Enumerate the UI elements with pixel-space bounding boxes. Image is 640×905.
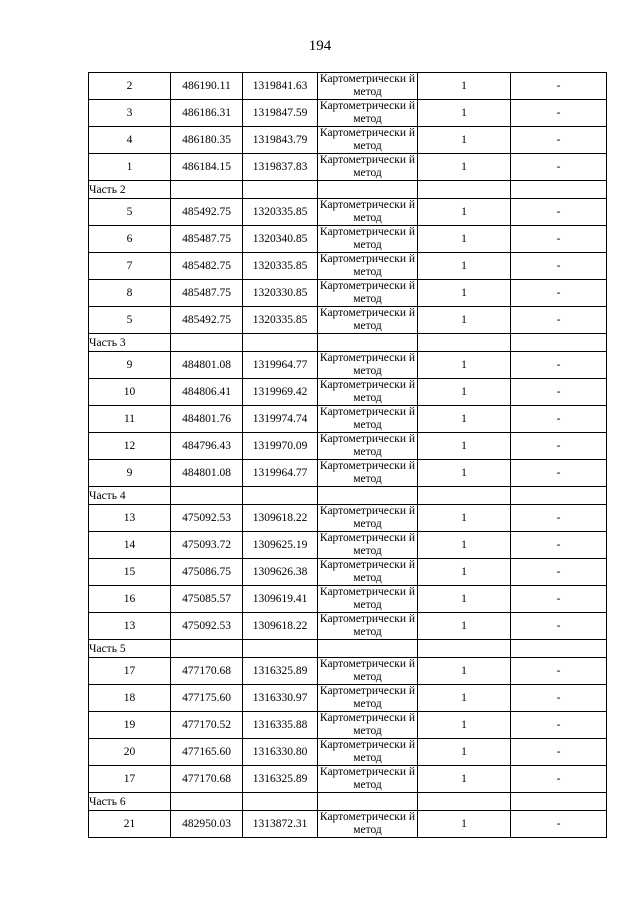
method-cell [318, 406, 418, 433]
accuracy-cell: 1 [418, 739, 511, 766]
method-text: Картометрически й метод [319, 154, 416, 179]
empty-cell [511, 793, 607, 811]
method-text: Картометрически й метод [319, 532, 416, 557]
description-cell: - [511, 586, 607, 613]
table-row [89, 73, 607, 100]
table-row [89, 226, 607, 253]
description-cell: - [511, 739, 607, 766]
y-coordinate-cell: 1319964.77 [243, 460, 318, 487]
y-coordinate-cell: 1316325.89 [243, 766, 318, 793]
table-row [89, 127, 607, 154]
section-label: Часть 6 [89, 793, 171, 811]
accuracy-cell: 1 [418, 766, 511, 793]
table-row [89, 712, 607, 739]
x-coordinate-cell: 475092.53 [171, 505, 243, 532]
method-cell [318, 658, 418, 685]
empty-cell [511, 334, 607, 352]
x-coordinate-cell: 484796.43 [171, 433, 243, 460]
x-coordinate-cell: 485487.75 [171, 280, 243, 307]
description-cell: - [511, 199, 607, 226]
method-cell [318, 613, 418, 640]
accuracy-cell: 1 [418, 100, 511, 127]
method-cell [318, 280, 418, 307]
method-text: Картометрически й метод [319, 433, 416, 458]
empty-cell [243, 334, 318, 352]
x-coordinate-cell: 486186.31 [171, 100, 243, 127]
point-number-cell: 15 [89, 559, 171, 586]
point-number-cell: 16 [89, 586, 171, 613]
description-cell: - [511, 307, 607, 334]
accuracy-cell: 1 [418, 685, 511, 712]
x-coordinate-cell: 484801.08 [171, 460, 243, 487]
x-coordinate-cell: 486180.35 [171, 127, 243, 154]
table-row [89, 154, 607, 181]
empty-cell [243, 640, 318, 658]
method-cell [318, 685, 418, 712]
y-coordinate-cell: 1319970.09 [243, 433, 318, 460]
section-label: Часть 4 [89, 487, 171, 505]
x-coordinate-cell: 484801.76 [171, 406, 243, 433]
method-cell [318, 586, 418, 613]
y-coordinate-cell: 1309625.19 [243, 532, 318, 559]
method-text: Картометрически й метод [319, 739, 416, 764]
accuracy-cell: 1 [418, 586, 511, 613]
y-coordinate-cell: 1319841.63 [243, 73, 318, 100]
description-cell: - [511, 406, 607, 433]
accuracy-cell: 1 [418, 226, 511, 253]
y-coordinate-cell: 1313872.31 [243, 811, 318, 838]
x-coordinate-cell: 477175.60 [171, 685, 243, 712]
point-number-cell: 5 [89, 199, 171, 226]
empty-cell [418, 487, 511, 505]
point-number-cell: 13 [89, 613, 171, 640]
method-cell [318, 73, 418, 100]
method-text: Картометрически й метод [319, 586, 416, 611]
method-cell [318, 811, 418, 838]
table-row [89, 532, 607, 559]
method-cell [318, 712, 418, 739]
empty-cell [171, 487, 243, 505]
section-label: Часть 3 [89, 334, 171, 352]
point-number-cell: 4 [89, 127, 171, 154]
method-cell [318, 559, 418, 586]
accuracy-cell: 1 [418, 613, 511, 640]
accuracy-cell: 1 [418, 154, 511, 181]
table-row [89, 505, 607, 532]
y-coordinate-cell: 1320330.85 [243, 280, 318, 307]
table-row [89, 253, 607, 280]
point-number-cell: 7 [89, 253, 171, 280]
method-cell [318, 532, 418, 559]
method-text: Картометрически й метод [319, 505, 416, 530]
point-number-cell: 2 [89, 73, 171, 100]
empty-cell [511, 640, 607, 658]
accuracy-cell: 1 [418, 127, 511, 154]
y-coordinate-cell: 1316330.97 [243, 685, 318, 712]
section-row [89, 487, 607, 505]
section-label: Часть 2 [89, 181, 171, 199]
point-number-cell: 9 [89, 460, 171, 487]
description-cell: - [511, 613, 607, 640]
accuracy-cell: 1 [418, 352, 511, 379]
point-number-cell: 14 [89, 532, 171, 559]
accuracy-cell: 1 [418, 73, 511, 100]
table-row [89, 739, 607, 766]
accuracy-cell: 1 [418, 532, 511, 559]
y-coordinate-cell: 1319847.59 [243, 100, 318, 127]
empty-cell [318, 334, 418, 352]
method-cell [318, 352, 418, 379]
method-cell [318, 199, 418, 226]
y-coordinate-cell: 1319843.79 [243, 127, 318, 154]
method-cell [318, 226, 418, 253]
y-coordinate-cell: 1309618.22 [243, 505, 318, 532]
method-cell [318, 100, 418, 127]
description-cell: - [511, 379, 607, 406]
y-coordinate-cell: 1320335.85 [243, 199, 318, 226]
empty-cell [171, 181, 243, 199]
empty-cell [318, 793, 418, 811]
description-cell: - [511, 460, 607, 487]
method-cell [318, 505, 418, 532]
y-coordinate-cell: 1319837.83 [243, 154, 318, 181]
table-row [89, 280, 607, 307]
description-cell: - [511, 253, 607, 280]
description-cell: - [511, 766, 607, 793]
method-cell [318, 460, 418, 487]
description-cell: - [511, 532, 607, 559]
method-text: Картометрически й метод [319, 127, 416, 152]
accuracy-cell: 1 [418, 199, 511, 226]
description-cell: - [511, 685, 607, 712]
method-text: Картометрически й метод [319, 811, 416, 836]
table-row [89, 199, 607, 226]
method-text: Картометрически й метод [319, 352, 416, 377]
method-text: Картометрически й метод [319, 199, 416, 224]
description-cell: - [511, 280, 607, 307]
x-coordinate-cell: 477165.60 [171, 739, 243, 766]
empty-cell [511, 487, 607, 505]
y-coordinate-cell: 1309619.41 [243, 586, 318, 613]
x-coordinate-cell: 484806.41 [171, 379, 243, 406]
y-coordinate-cell: 1320335.85 [243, 307, 318, 334]
section-row [89, 640, 607, 658]
point-number-cell: 10 [89, 379, 171, 406]
description-cell: - [511, 658, 607, 685]
table-row [89, 811, 607, 838]
accuracy-cell: 1 [418, 505, 511, 532]
x-coordinate-cell: 482950.03 [171, 811, 243, 838]
point-number-cell: 17 [89, 658, 171, 685]
table-row [89, 307, 607, 334]
point-number-cell: 6 [89, 226, 171, 253]
empty-cell [243, 487, 318, 505]
method-cell [318, 739, 418, 766]
empty-cell [418, 181, 511, 199]
x-coordinate-cell: 475086.75 [171, 559, 243, 586]
x-coordinate-cell: 475085.57 [171, 586, 243, 613]
method-cell [318, 253, 418, 280]
x-coordinate-cell: 485492.75 [171, 307, 243, 334]
y-coordinate-cell: 1316325.89 [243, 658, 318, 685]
method-text: Картометрически й метод [319, 685, 416, 710]
point-number-cell: 17 [89, 766, 171, 793]
empty-cell [171, 640, 243, 658]
table-row [89, 379, 607, 406]
accuracy-cell: 1 [418, 253, 511, 280]
table-row [89, 352, 607, 379]
method-text: Картометрически й метод [319, 280, 416, 305]
description-cell: - [511, 127, 607, 154]
coordinates-table [88, 72, 607, 838]
table-row [89, 613, 607, 640]
y-coordinate-cell: 1309618.22 [243, 613, 318, 640]
method-text: Картометрически й метод [319, 379, 416, 404]
point-number-cell: 1 [89, 154, 171, 181]
y-coordinate-cell: 1320335.85 [243, 253, 318, 280]
table-row [89, 406, 607, 433]
empty-cell [418, 640, 511, 658]
empty-cell [318, 487, 418, 505]
x-coordinate-cell: 477170.68 [171, 766, 243, 793]
table-row [89, 766, 607, 793]
empty-cell [418, 793, 511, 811]
method-text: Картометрически й метод [319, 307, 416, 332]
empty-cell [171, 793, 243, 811]
empty-cell [418, 334, 511, 352]
x-coordinate-cell: 486190.11 [171, 73, 243, 100]
table-row [89, 100, 607, 127]
point-number-cell: 12 [89, 433, 171, 460]
description-cell: - [511, 559, 607, 586]
method-cell [318, 766, 418, 793]
table-row [89, 559, 607, 586]
method-text: Картометрически й метод [319, 766, 416, 791]
x-coordinate-cell: 477170.68 [171, 658, 243, 685]
accuracy-cell: 1 [418, 712, 511, 739]
method-text: Картометрически й метод [319, 226, 416, 251]
x-coordinate-cell: 485487.75 [171, 226, 243, 253]
point-number-cell: 8 [89, 280, 171, 307]
y-coordinate-cell: 1309626.38 [243, 559, 318, 586]
empty-cell [171, 334, 243, 352]
accuracy-cell: 1 [418, 307, 511, 334]
method-text: Картометрически й метод [319, 100, 416, 125]
x-coordinate-cell: 486184.15 [171, 154, 243, 181]
y-coordinate-cell: 1319964.77 [243, 352, 318, 379]
empty-cell [243, 793, 318, 811]
point-number-cell: 21 [89, 811, 171, 838]
accuracy-cell: 1 [418, 559, 511, 586]
accuracy-cell: 1 [418, 379, 511, 406]
method-text: Картометрически й метод [319, 460, 416, 485]
description-cell: - [511, 226, 607, 253]
method-text: Картометрически й метод [319, 559, 416, 584]
table-row [89, 685, 607, 712]
section-label: Часть 5 [89, 640, 171, 658]
x-coordinate-cell: 475092.53 [171, 613, 243, 640]
method-cell [318, 127, 418, 154]
method-text: Картометрически й метод [319, 613, 416, 638]
description-cell: - [511, 154, 607, 181]
description-cell: - [511, 100, 607, 127]
description-cell: - [511, 73, 607, 100]
point-number-cell: 9 [89, 352, 171, 379]
point-number-cell: 20 [89, 739, 171, 766]
method-text: Картометрически й метод [319, 73, 416, 98]
table-row [89, 586, 607, 613]
empty-cell [318, 181, 418, 199]
page-number: 194 [308, 38, 332, 54]
empty-cell [511, 181, 607, 199]
point-number-cell: 5 [89, 307, 171, 334]
point-number-cell: 18 [89, 685, 171, 712]
method-cell [318, 433, 418, 460]
x-coordinate-cell: 485492.75 [171, 199, 243, 226]
method-cell [318, 154, 418, 181]
x-coordinate-cell: 477170.52 [171, 712, 243, 739]
description-cell: - [511, 433, 607, 460]
x-coordinate-cell: 485482.75 [171, 253, 243, 280]
method-cell [318, 379, 418, 406]
point-number-cell: 11 [89, 406, 171, 433]
accuracy-cell: 1 [418, 433, 511, 460]
accuracy-cell: 1 [418, 460, 511, 487]
y-coordinate-cell: 1319974.74 [243, 406, 318, 433]
x-coordinate-cell: 484801.08 [171, 352, 243, 379]
empty-cell [318, 640, 418, 658]
accuracy-cell: 1 [418, 280, 511, 307]
description-cell: - [511, 712, 607, 739]
accuracy-cell: 1 [418, 406, 511, 433]
section-row [89, 181, 607, 199]
table-row [89, 433, 607, 460]
description-cell: - [511, 505, 607, 532]
method-text: Картометрически й метод [319, 253, 416, 278]
x-coordinate-cell: 475093.72 [171, 532, 243, 559]
table-row [89, 658, 607, 685]
point-number-cell: 13 [89, 505, 171, 532]
accuracy-cell: 1 [418, 811, 511, 838]
section-row [89, 334, 607, 352]
point-number-cell: 19 [89, 712, 171, 739]
coordinates-table-body [89, 73, 607, 838]
accuracy-cell: 1 [418, 658, 511, 685]
description-cell: - [511, 352, 607, 379]
section-row [89, 793, 607, 811]
description-cell: - [511, 811, 607, 838]
method-text: Картометрически й метод [319, 406, 416, 431]
y-coordinate-cell: 1316330.80 [243, 739, 318, 766]
y-coordinate-cell: 1319969.42 [243, 379, 318, 406]
point-number-cell: 3 [89, 100, 171, 127]
table-row [89, 460, 607, 487]
method-cell [318, 307, 418, 334]
y-coordinate-cell: 1320340.85 [243, 226, 318, 253]
method-text: Картометрически й метод [319, 658, 416, 683]
y-coordinate-cell: 1316335.88 [243, 712, 318, 739]
empty-cell [243, 181, 318, 199]
method-text: Картометрически й метод [319, 712, 416, 737]
